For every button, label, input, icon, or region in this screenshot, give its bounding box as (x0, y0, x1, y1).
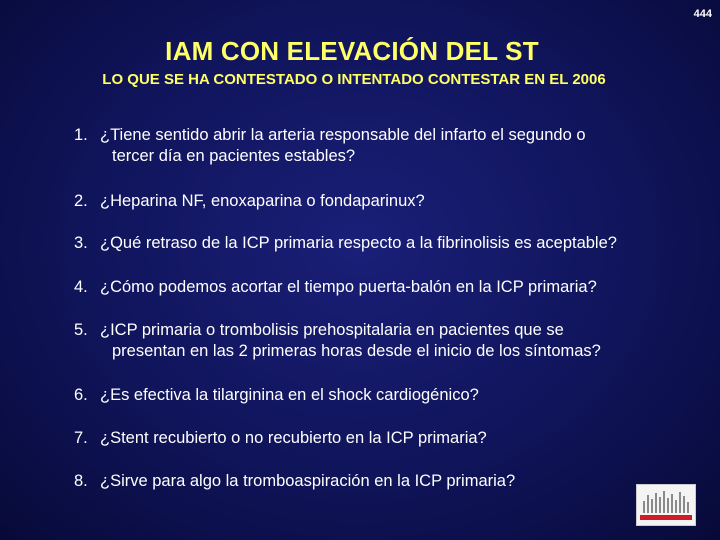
question-number: 7. (74, 429, 88, 447)
question-8 (74, 471, 684, 492)
slide-title: IAM CON ELEVACIÓN DEL ST (165, 36, 539, 66)
question-number: 3. (74, 234, 88, 252)
question-7 (74, 428, 684, 449)
question-text: ¿Cómo podemos acortar el tiempo puerta-balón en la ICP primaria? (100, 278, 597, 296)
question-number: 1. (74, 126, 88, 144)
institution-logo-icon (636, 484, 696, 526)
question-text: ¿Stent recubierto o no recubierto en la ICP primaria? (100, 429, 487, 447)
logo-accent-bar (640, 515, 692, 520)
question-6 (74, 385, 684, 406)
slide-number: 444 (693, 8, 712, 20)
question-text: ¿Sirve para algo la tromboaspiración en la ICP primaria? (100, 472, 516, 490)
question-number: 8. (74, 472, 88, 490)
question-2 (74, 191, 684, 212)
question-text: ¿Es efectiva la tilarginina en el shock cardiogénico? (100, 386, 479, 404)
question-text-continued: presentan en las 2 primeras horas desde el inicio de los síntomas? (112, 342, 601, 360)
question-number: 5. (74, 321, 88, 339)
question-4 (74, 277, 684, 298)
question-text: ¿Tiene sentido abrir la arteria responsable del infarto el segundo o (100, 126, 586, 144)
logo-bars (641, 491, 691, 513)
question-number: 4. (74, 278, 88, 296)
question-number: 2. (74, 192, 88, 210)
question-text: ¿Heparina NF, enoxaparina o fondaparinux? (100, 192, 425, 210)
question-text: ¿Qué retraso de la ICP primaria respecto a la fibrinolisis es aceptable? (100, 234, 617, 252)
question-text: ¿ICP primaria o trombolisis prehospitalaria en pacientes que se (100, 321, 564, 339)
question-1 (74, 125, 684, 167)
question-3 (74, 233, 684, 254)
question-number: 6. (74, 386, 88, 404)
question-5 (74, 320, 684, 362)
slide-subtitle: LO QUE SE HA CONTESTADO O INTENTADO CONTESTAR EN EL 2006 (102, 71, 606, 88)
question-text-continued: tercer día en pacientes estables? (112, 147, 356, 165)
